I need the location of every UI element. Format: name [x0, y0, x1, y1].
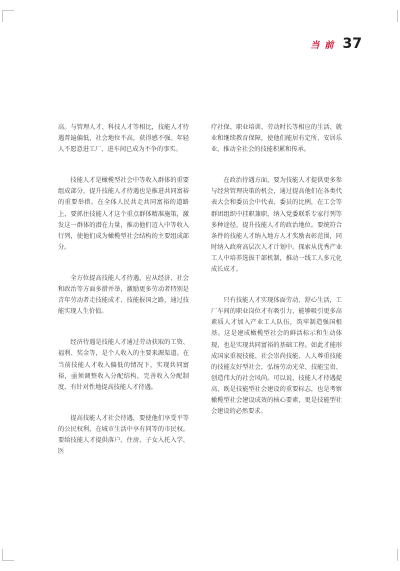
left-column — [58, 122, 189, 477]
paragraph: 在政治待遇方面，要为技能人才提供更多参与经营管理决策的机会，通过提高他们在各类代表大会和委员会中代表、委员的比例，在工会等群团组织中挂职兼职，纳入党委联系专家行列等多种途径，提升技能人才的政治地位。要统符合条件的技能人才纳入地方人才奖励表彰范围，同时纳入政府高层次人才计划中。探索从优秀产业工人中培养选拔干部机制，推动一线工人多元化成长成才。 — [211, 177, 342, 274]
paragraph: 全方位提高技能人才待遇，应从经济、社会和政治等方面多措并举，激励更多劳动者特别是青年劳动者走技能成才、技能报国之路，通过技能实现人生价值。 — [58, 274, 189, 316]
section-title: 当 前 — [310, 41, 335, 51]
paragraph: 高。与管理人才、科技人才等相比，技能人才待遇普遍偏低，社会地位不高，获得感不强。年轻人不愿意进工厂、进车间已成为不争的事实。 — [58, 124, 189, 154]
corner-mark-top-right — [397, 10, 398, 22]
right-column — [211, 122, 342, 437]
paragraph: 技能人才是橄榄型社会中等收入群体的重要组成部分，提升技能人才待遇也是推进共同富裕的重要举措。在全体人民共走共同富裕的道路上，要抓住技能人才这个重点群体精准施策，激发这一群体的潜在力量，推动他们迈入中等收入行列，使他们成为橄榄型社会结构的主要组成部分。 — [58, 177, 189, 251]
paragraph: 经济待遇是技能人才通过劳动获取的工资、福利、奖金等，是个人收入的主要来源渠道。在当前技能人才收入偏低的情况下，实现共同富裕，亟须调整收入分配结构，完善收入分配制度，有针对性地提高技能人才待遇。 — [58, 339, 189, 391]
page-header — [310, 36, 362, 52]
corner-mark-top-left — [2, 10, 3, 22]
paragraph: 疗社保、职业培训、劳动时长等相应的生活、就业和继续教育保障，使他们能居有定所、安居乐业，推动全社会的技能积累和传承。 — [211, 124, 342, 154]
paragraph: 提高技能人才社会待遇，要使他们享受平等的公民权利，在城市生活中享有同等的市民权。要给技能人才提供落户、住房、子女入托入学、医 — [58, 414, 189, 456]
corner-mark-bottom-left-h — [2, 560, 14, 561]
page-number: 37 — [342, 36, 362, 52]
corner-mark-bottom-right — [397, 549, 398, 561]
corner-mark-top-left-h — [2, 10, 14, 11]
paragraph: 只有技能人才实现体面劳动、舒心生活，工厂车间的职业岗位才有吸引力，能够吸引更多高素质人才加入产业工人队伍，筑牢制造强国根基。这是建成橄榄型社会的鲜活标示和生动体现，也是实现共同富裕的基础工程。如此才能形成国家重视技能、社会崇尚技能、人人尊重技能的技能友好型社会，弘扬劳动光荣、技能宝贵、创造伟大的社会风尚。可以说，技能人才待遇提高，既是技能型社会建设的重要标志，也是考察橄榄型社会建设成效的核心要素，更是技能型社会建设的必然要求。 — [211, 297, 342, 416]
